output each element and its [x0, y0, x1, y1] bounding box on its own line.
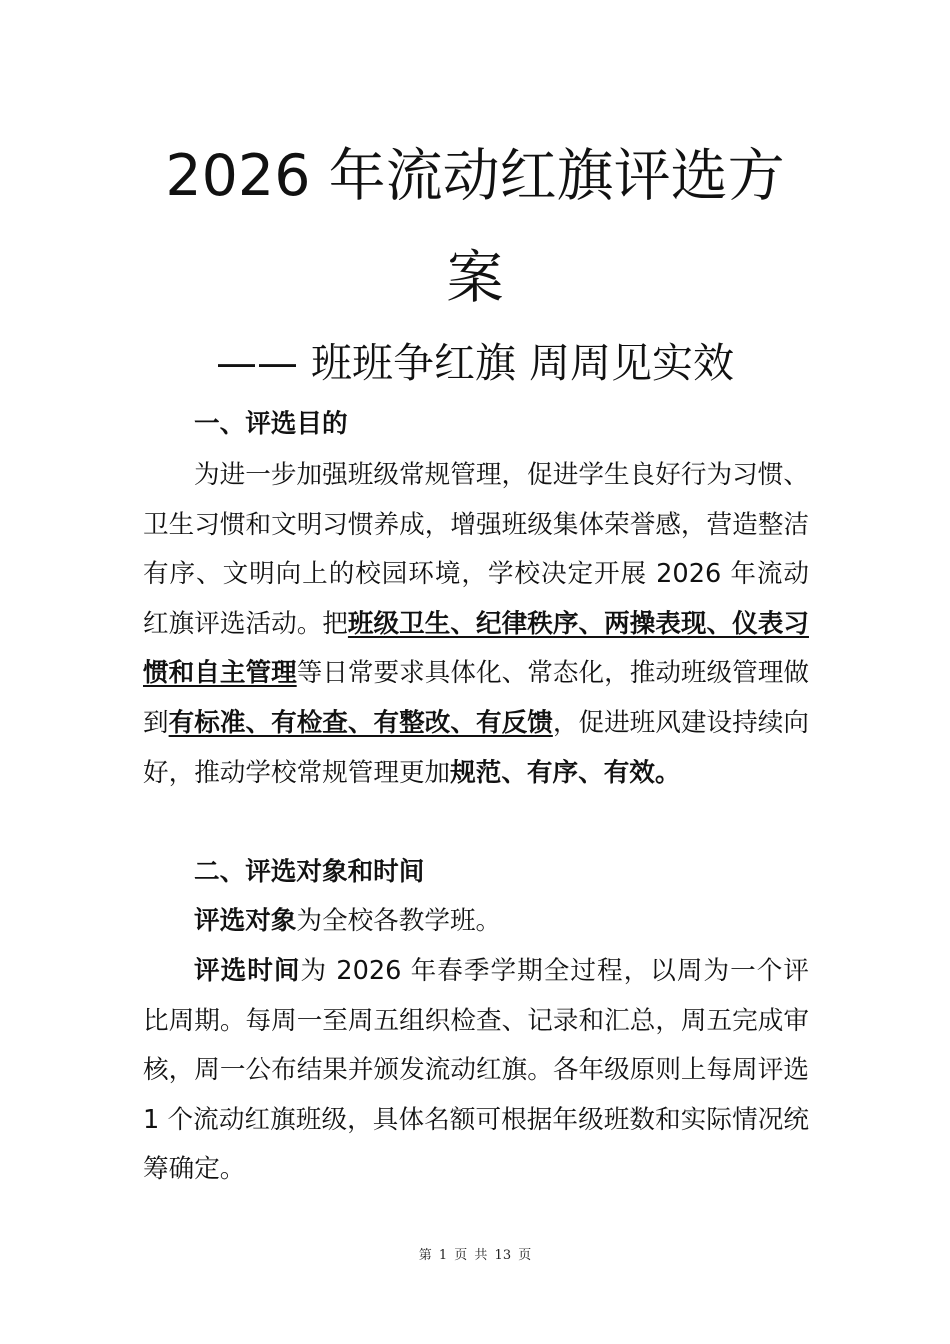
emphasis-underlined: 班级卫生、纪律秩序、两操表现、仪表习惯和自主管理	[143, 608, 809, 689]
paragraph-evaluation-time	[143, 947, 809, 1195]
paragraph-evaluation-object	[143, 897, 809, 947]
emphasis-bold: 规范、有序、有效	[450, 757, 655, 788]
document-title-line-2: 案	[446, 245, 504, 311]
paragraph-text: 为全校各教学班。	[296, 906, 502, 936]
label-evaluation-time: 评选时间	[194, 956, 301, 986]
page-footer: 第 1 页 共 13 页	[418, 1248, 532, 1263]
document-subtitle: —— 班班争红旗 周周见实效	[215, 339, 735, 387]
paragraph-text: ，促进班风建设持续向好，推动学校常规管理更加	[143, 707, 809, 788]
document-title-line-1: 2026 年流动红旗评选方	[165, 143, 785, 209]
label-evaluation-object: 评选对象	[194, 906, 297, 936]
section-heading-purpose: 一、评选目的	[194, 409, 348, 439]
paragraph-text: 为进一步加强班级常规管理，促进学生良好行为习惯、卫生习惯和文明习惯养成，增强班级集体荣誉感，营造整洁有序、文明向上的校园环境，学校决定开展 2026 年流动红旗评选活动。把	[143, 460, 809, 639]
paragraph-end-punctuation: 。	[654, 757, 681, 788]
section-heading-object-time: 二、评选对象和时间	[194, 857, 425, 887]
section-paragraph-purpose	[143, 451, 809, 798]
paragraph-text: 等日常要求具体化、常态化，推动班级管理做到	[143, 658, 809, 738]
paragraph-text: 为 2026 年春季学期全过程，以周为一个评比周期。每周一至周五组织检查、记录和汇总，周五完成审核，周一公布结果并颁发流动红旗。各年级原则上每周评选 1 个流动红旗班级，具体名额可根据年级班数和实际情况统筹确定。	[143, 956, 809, 1185]
emphasis-underlined: 有标准、有检查、有整改、有反馈	[168, 707, 553, 738]
